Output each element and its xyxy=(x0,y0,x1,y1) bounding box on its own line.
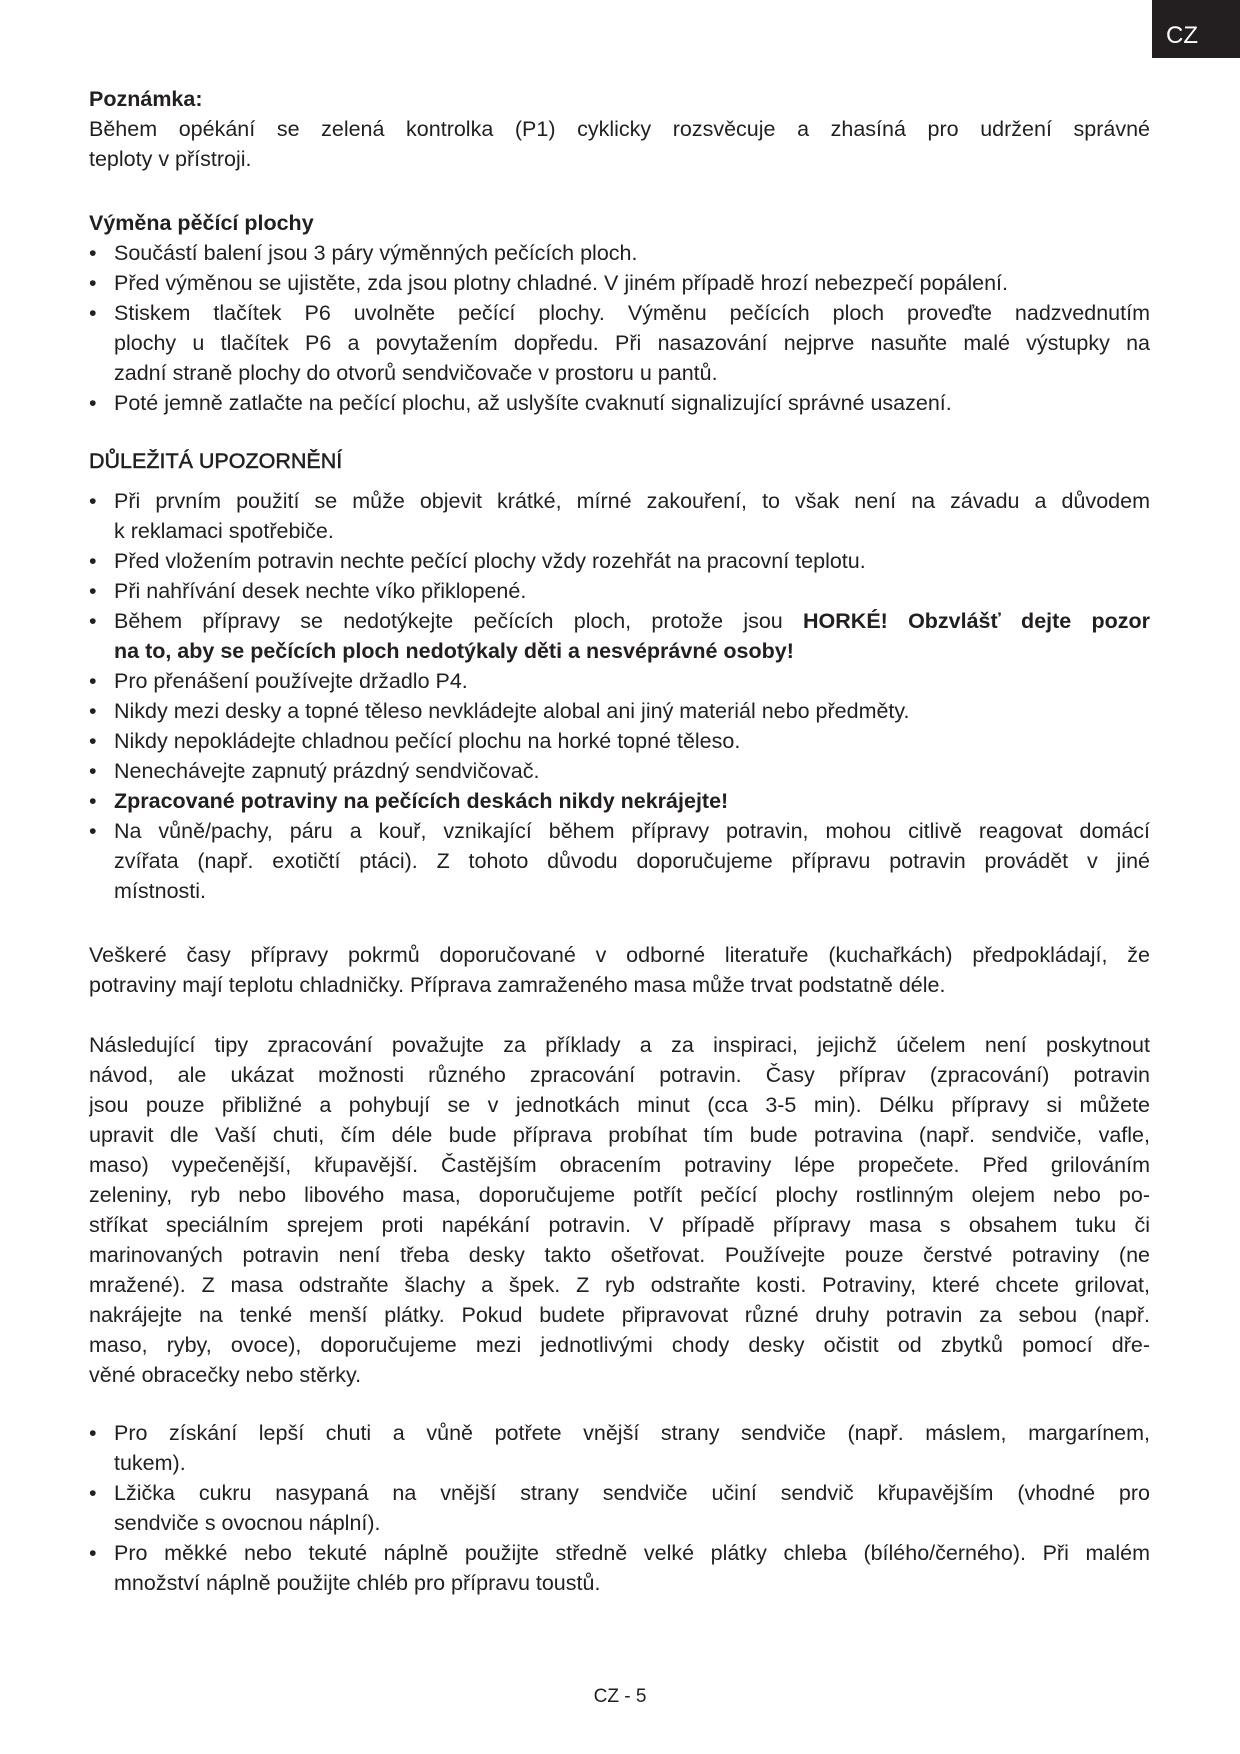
text-line xyxy=(114,1448,1150,1478)
text: Pro měkké nebo tekuté náplně použijte středně velké plátky chleba (bílého/černého). Při malém xyxy=(114,1541,1150,1565)
bold-text: Poznámka: xyxy=(89,87,203,111)
bullet-icon: • xyxy=(89,1421,97,1445)
bold-text: Výměna pěčící plochy xyxy=(89,211,314,235)
text-line xyxy=(114,636,1150,666)
bullet-icon: • xyxy=(89,669,97,693)
text: zadní straně plochy do otvorů sendvičovače v prostoru u pantů. xyxy=(114,361,718,385)
text: plochy u tlačítek P6 a povytažením dopředu. Při nasazování nejprve nasuňte malé výstupky na xyxy=(114,331,1150,355)
text: množství náplně použijte chléb pro přípravu toustů. xyxy=(114,1571,601,1595)
text: Před výměnou se ujistěte, zda jsou plotny chladné. V jiném případě hrozí nebezpečí popálení. xyxy=(114,271,1008,295)
text: Během opékání se zelená kontrolka (P1) cyklicky rozsvěcuje a zhasíná pro udržení správné xyxy=(89,117,1150,141)
text: Pro přenášení používejte držadlo P4. xyxy=(114,669,468,693)
text-line xyxy=(89,114,1150,144)
bullet-icon: • xyxy=(89,489,97,513)
text-line xyxy=(89,1180,1150,1210)
text-line xyxy=(114,786,1150,816)
text: stříkat speciálním sprejem proti napékání potravin. V případě přípravy masa s obsahem tuku či xyxy=(89,1213,1150,1237)
bullet-icon: • xyxy=(89,391,97,415)
bold-text: HORKÉ! Obzvlášť dejte pozor xyxy=(803,609,1150,633)
text: Před vložením potravin nechte pečící plochy vždy rozehřát na pracovní teplotu. xyxy=(114,549,866,573)
text: Lžička cukru nasypaná na vnější strany sendviče učiní sendvič křupavějším (vhodné pro xyxy=(114,1481,1150,1505)
bold-text: na to, aby se pečících ploch nedotýkaly děti a nesvéprávné osoby! xyxy=(114,639,794,663)
text-line xyxy=(89,1120,1150,1150)
text-line xyxy=(114,1538,1150,1568)
text-line xyxy=(89,144,1150,174)
bold-text: Zpracované potraviny na pečících deskách nikdy nekrájejte! xyxy=(114,789,729,813)
text: Nikdy mezi desky a topné těleso nevkládejte alobal ani jiný materiál nebo předměty. xyxy=(114,699,910,723)
text-line xyxy=(114,846,1150,876)
text: zeleniny, ryb nebo libového masa, doporučujeme potřít pečící plochy rostlinným olejem nebo po- xyxy=(89,1183,1150,1207)
text-line xyxy=(114,298,1150,328)
text-line xyxy=(114,238,1150,268)
text-line xyxy=(89,446,1150,476)
text-line xyxy=(114,876,1150,906)
text-line xyxy=(89,1360,1150,1390)
text: k reklamaci spotřebiče. xyxy=(114,519,334,543)
text: místnosti. xyxy=(114,879,206,903)
text: zvířata (např. exotičtí ptáci). Z tohoto důvodu doporučujeme přípravu potravin provádět v jiné xyxy=(114,849,1150,873)
text: teploty v přístroji. xyxy=(89,147,252,171)
bullet-icon: • xyxy=(89,301,97,325)
text: věné obracečky nebo stěrky. xyxy=(89,1363,362,1387)
bullet-icon: • xyxy=(89,271,97,295)
text-line xyxy=(114,606,1150,636)
text: Poté jemně zatlačte na pečící plochu, až uslyšíte cvaknutí signalizující správné usazení. xyxy=(114,391,952,415)
text: upravit dle Vaší chuti, čím déle bude příprava probíhat tím bude potravina (např. sendviče, vafle, xyxy=(89,1123,1150,1147)
text-line xyxy=(114,358,1150,388)
bullet-icon: • xyxy=(89,579,97,603)
text-line xyxy=(114,268,1150,298)
text-line xyxy=(114,546,1150,576)
text: nakrájejte na tenké menší plátky. Pokud budete připravovat různé druhy potravin za sebou (např. xyxy=(89,1303,1150,1327)
text-line xyxy=(89,84,1150,114)
text: marinovaných potravin není třeba desky takto ošetřovat. Používejte pouze čerstvé potraviny (ne xyxy=(89,1243,1150,1267)
text-line xyxy=(89,1030,1150,1060)
bullet-icon: • xyxy=(89,1481,97,1505)
text-line xyxy=(114,576,1150,606)
text: Během přípravy se nedotýkejte pečících ploch, protože jsou xyxy=(114,609,804,633)
text-line xyxy=(89,1270,1150,1300)
text: Součástí balení jsou 3 páry výměnných pečících ploch. xyxy=(114,241,638,265)
text-line xyxy=(114,696,1150,726)
text-line xyxy=(114,816,1150,846)
text-line xyxy=(114,388,1150,418)
text-line xyxy=(89,1240,1150,1270)
bullet-icon: • xyxy=(89,1541,97,1565)
text-line xyxy=(89,208,1150,238)
text-line xyxy=(114,328,1150,358)
text-line xyxy=(114,726,1150,756)
text: Veškeré časy přípravy pokrmů doporučované v odborné literatuře (kuchařkách) předpokládají, že xyxy=(89,943,1150,967)
page-number: CZ - 5 xyxy=(593,1686,647,1707)
text: Při prvním použití se může objevit krátké, mírné zakouření, to však není na závadu a důvodem xyxy=(114,489,1150,513)
text: Při nahřívání desek nechte víko přiklopené. xyxy=(114,579,527,603)
text-line xyxy=(114,1568,1150,1598)
text: mražené). Z masa odstraňte šlachy a špek. Z ryb odstraňte kosti. Potraviny, které chcete grilovat, xyxy=(89,1273,1150,1297)
text-line xyxy=(114,1508,1150,1538)
language-tab xyxy=(1152,0,1240,58)
text-line xyxy=(89,1060,1150,1090)
text-line xyxy=(89,1150,1150,1180)
bullet-icon: • xyxy=(89,729,97,753)
bullet-icon: • xyxy=(89,549,97,573)
text: Na vůně/pachy, páru a kouř, vznikající během přípravy potravin, mohou citlivě reagovat domácí xyxy=(114,819,1150,843)
text: Nikdy nepokládejte chladnou pečící plochu na horké topné těleso. xyxy=(114,729,741,753)
bullet-icon: • xyxy=(89,819,97,843)
text: Stiskem tlačítek P6 uvolněte pečící plochy. Výměnu pečících ploch proveďte nadzvednutím xyxy=(114,301,1150,325)
text: maso, ryby, ovoce), doporučujeme mezi jednotlivými chody desky očistit od zbytků pomocí dře- xyxy=(89,1333,1150,1357)
text: Pro získání lepší chuti a vůně potřete vnější strany sendviče (např. máslem, margarínem, xyxy=(114,1421,1150,1445)
text-line xyxy=(114,1478,1150,1508)
bullet-icon: • xyxy=(89,241,97,265)
text-line xyxy=(89,940,1150,970)
text-line xyxy=(114,756,1150,786)
text: maso) vypečenější, křupavější. Častějším obracením potraviny lépe propečete. Před grilováním xyxy=(89,1153,1150,1177)
text-line xyxy=(89,1210,1150,1240)
text-line xyxy=(114,666,1150,696)
bullet-icon: • xyxy=(89,609,97,633)
text-line xyxy=(89,970,1150,1000)
language-tab-label: CZ xyxy=(1166,22,1198,49)
text: jsou pouze přibližné a pohybují se v jednotkách minut (cca 3-5 min). Délku přípravy si můžete xyxy=(89,1093,1150,1117)
text: návod, ale ukázat možnosti různého zpracování potravin. Časy příprav (zpracování) potravin xyxy=(89,1063,1150,1087)
text-line xyxy=(114,516,1150,546)
text-line xyxy=(89,1330,1150,1360)
text: tukem). xyxy=(114,1451,186,1475)
bullet-icon: • xyxy=(89,789,97,813)
text: sendviče s ovocnou náplní). xyxy=(114,1511,381,1535)
bullet-icon: • xyxy=(89,699,97,723)
text: DŮLEŽITÁ UPOZORNĚNÍ xyxy=(89,449,343,473)
text-line xyxy=(89,1090,1150,1120)
text: Nenechávejte zapnutý prázdný sendvičovač. xyxy=(114,759,540,783)
bullet-icon: • xyxy=(89,759,97,783)
text-line xyxy=(89,1300,1150,1330)
text: Následující tipy zpracování považujte za příklady a za inspiraci, jejichž účelem není poskytnout xyxy=(89,1033,1150,1057)
text-line xyxy=(114,1418,1150,1448)
text: potraviny mají teplotu chladničky. Příprava zamraženého masa může trvat podstatně déle. xyxy=(89,973,946,997)
text-line xyxy=(114,486,1150,516)
